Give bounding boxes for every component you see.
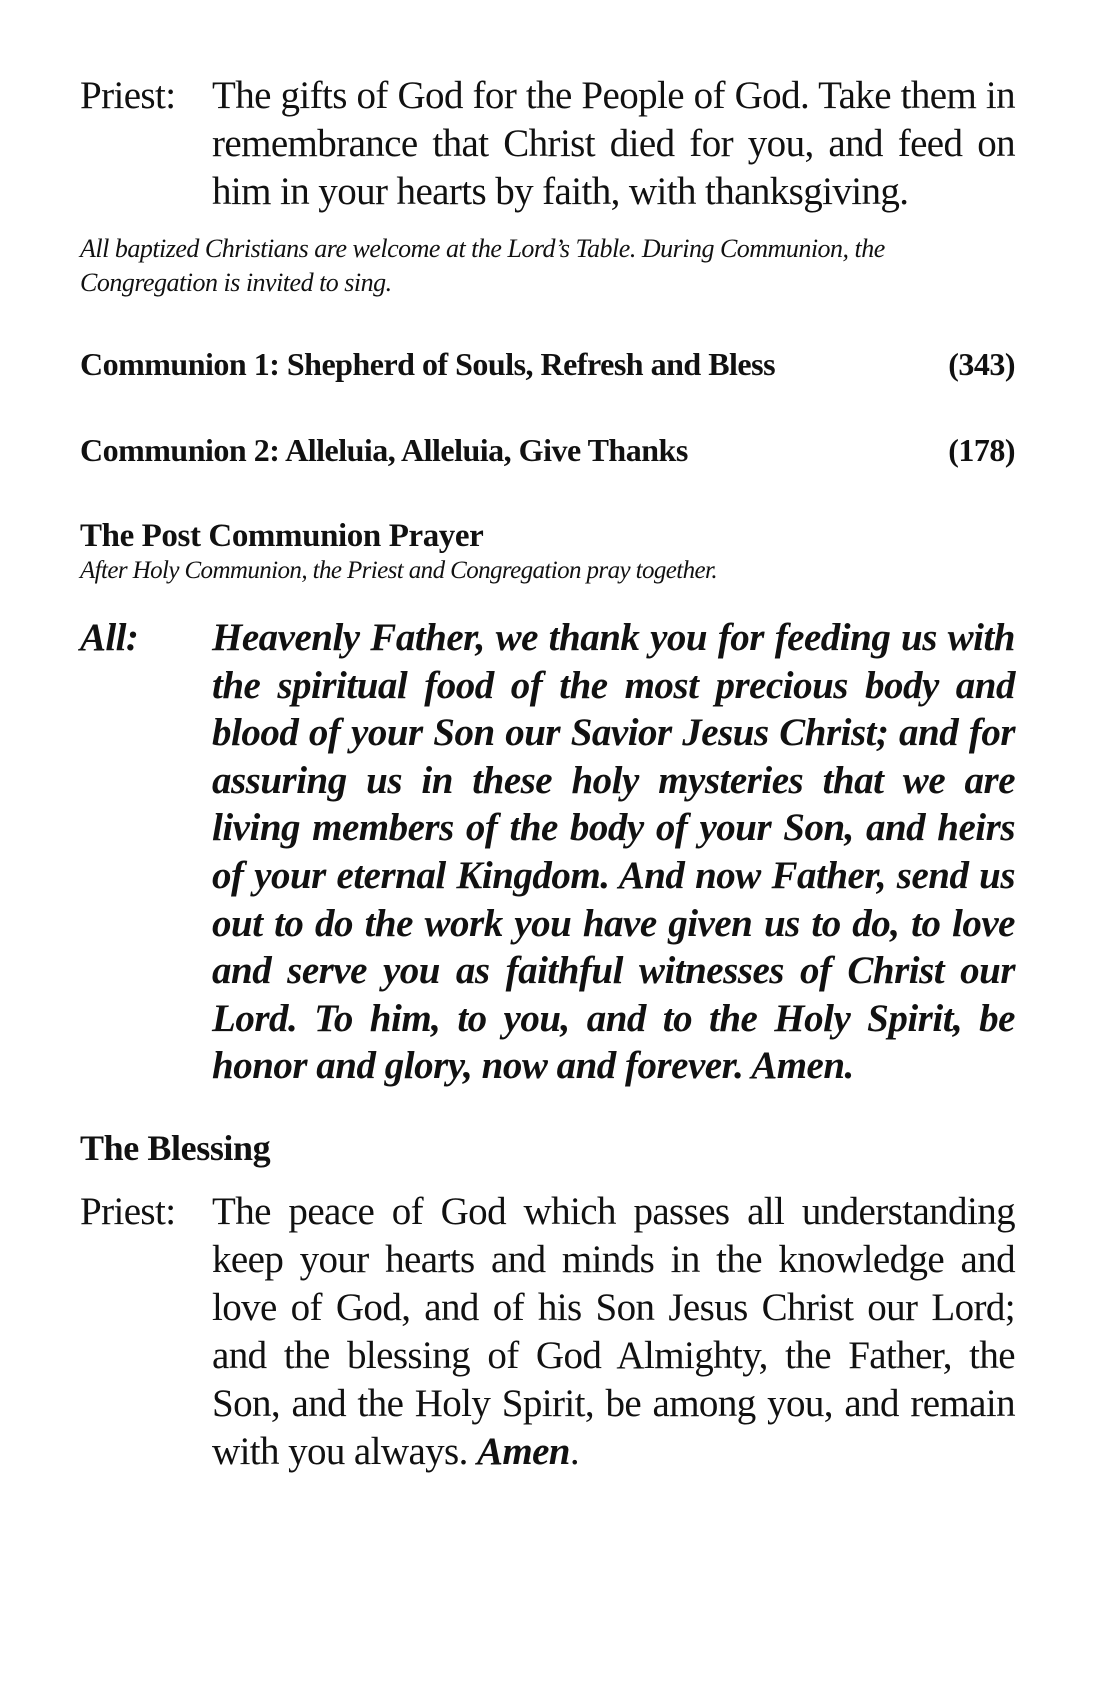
blessing-text: The peace of God which passes all understanding keep your hearts and minds in the knowledge and love of God, and of his Son Jesus Christ our Lord; and the blessing of God Almighty, the Father, the Son, and the Holy Spirit, be among you, and remain with you always. [212, 1189, 1015, 1473]
blessing-text-block [212, 1188, 1015, 1476]
blessing-heading: The Blessing [80, 1127, 271, 1168]
hymn-number: (178) [948, 432, 1015, 468]
prayer-text: Heavenly Father, we thank you for feeding us with the spiritual food of the most precious body and blood of your Son our Savior Jesus Christ; and for assuring us in these holy mysteries that we are living members of the body of your Son, and heirs of your eternal Kingdom. And now Father, send us out to do the work you have given us to do, to love and serve you as faithful witnesses of Christ our Lord. To him, to you, and to the Holy Spirit, be honor and glory, now and forever. Amen. [212, 616, 1015, 1088]
communion-rubric: All baptized Christians are welcome at the Lord’s Table. During Communion, the Congregation is invited to sing. [80, 234, 885, 297]
speaker-label: Priest: [80, 1189, 176, 1233]
final-period: . [569, 1429, 580, 1473]
hymn-title: Communion 1: Shepherd of Souls, Refresh and Bless [80, 346, 776, 382]
hymn-line [80, 430, 1015, 470]
post-communion-prayer [80, 614, 1015, 1090]
post-communion-rubric: After Holy Communion, the Priest and Congregation pray together. [80, 557, 718, 584]
blessing [80, 1188, 1015, 1476]
post-communion-heading: The Post Communion Prayer [80, 518, 484, 554]
priest-invitation [80, 72, 1015, 216]
hymn-number: (343) [948, 346, 1015, 382]
speaker-label: All: [80, 616, 139, 659]
hymn-line [80, 344, 1015, 384]
amen-response: Amen [476, 1429, 570, 1473]
invitation-text: The gifts of God for the People of God. Take them in remembrance that Christ died for you, and feed on him in your hearts by faith, with thanksgiving. [212, 74, 1015, 213]
hymn-title: Communion 2: Alleluia, Alleluia, Give Thanks [80, 432, 688, 468]
speaker-label: Priest: [80, 74, 176, 117]
bulletin-page [80, 72, 1015, 1476]
